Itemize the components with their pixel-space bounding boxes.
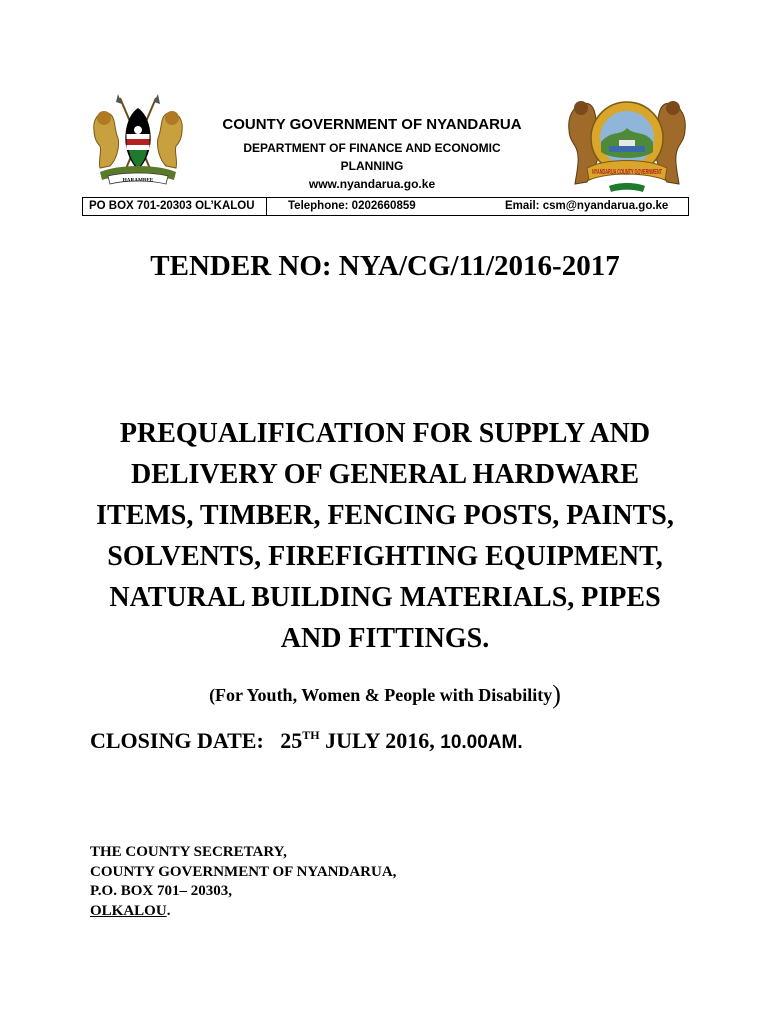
- address-line-3: P.O. BOX 701– 20303,: [90, 883, 232, 899]
- tender-number: TENDER NO: NYA/CG/11/2016-2017: [150, 250, 620, 282]
- eligibility-text: (For Youth, Women & People with Disability: [209, 685, 553, 705]
- eligibility-close-paren: ): [552, 680, 561, 709]
- email-link[interactable]: Email: csm@nyandarua.go.ke: [505, 200, 669, 212]
- contact-bar: [82, 197, 689, 216]
- closing-day: 25: [280, 728, 303, 753]
- closing-month-year: JULY 2016,: [319, 728, 441, 753]
- kenya-coat-of-arms-icon: [88, 90, 188, 190]
- nyandarua-county-emblem-icon: [565, 90, 689, 196]
- address-line-2: COUNTY GOVERNMENT OF NYANDARUA,: [90, 863, 397, 880]
- telephone: Telephone: 0202660859: [288, 200, 416, 212]
- org-name: COUNTY GOVERNMENT OF NYANDARUA: [222, 116, 522, 133]
- address-line-1: THE COUNTY SECRETARY,: [90, 844, 287, 860]
- po-box: PO BOX 701-20303 OL’KALOU: [89, 200, 255, 212]
- closing-time: 10.00AM.: [440, 732, 523, 753]
- closing-date: [90, 728, 523, 754]
- closing-day-suffix: TH: [302, 728, 320, 742]
- tender-title: PREQUALIFICATION FOR SUPPLY AND DELIVERY OF GENERAL HARDWARE ITEMS, TIMBER, FENCING POSTS, PAINTS, SOLVENTS, FIREFIGHTING EQUIPMENT, NATURAL BUILDING MATERIALS, PIPES AND FITTINGS.: [96, 418, 674, 654]
- contact-divider: [266, 198, 267, 215]
- department-name: DEPARTMENT OF FINANCE AND ECONOMIC PLANNING: [243, 141, 501, 173]
- website-link[interactable]: www.nyandarua.go.ke: [308, 177, 436, 191]
- emblem-label: NYANDARUA COUNTY GOVERNMENT: [592, 169, 663, 176]
- address-town: OLKALOU: [90, 902, 167, 919]
- harambee-motto: HARAMBEE: [122, 177, 154, 184]
- eligibility-note: [0, 680, 770, 710]
- address-town-suffix: .: [166, 902, 171, 919]
- closing-label: CLOSING DATE:: [90, 728, 264, 753]
- address-block: [90, 843, 396, 921]
